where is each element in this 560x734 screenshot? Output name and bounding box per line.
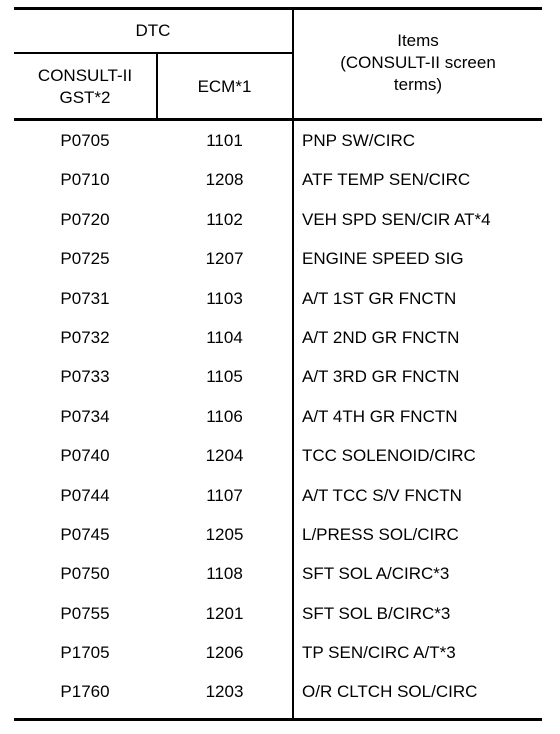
dtc-code: P0755	[60, 603, 110, 623]
dtc-code: P0734	[60, 406, 110, 426]
header-items-line2: (CONSULT-II screen	[340, 53, 496, 72]
table-row	[14, 595, 542, 634]
table-row	[14, 240, 542, 279]
dtc-code: P0745	[60, 524, 110, 544]
ecm-code: 1203	[205, 682, 244, 702]
ecm-code: 1105	[206, 367, 243, 387]
dtc-code: P0744	[60, 485, 110, 505]
header-bottom-rule	[14, 118, 542, 121]
dtc-code: P0740	[60, 446, 110, 466]
table-row	[14, 634, 542, 673]
item-term: PNP SW/CIRC	[302, 131, 416, 150]
table-row	[14, 437, 542, 476]
table-row	[14, 477, 542, 516]
item-term: TCC SOLENOID/CIRC	[302, 446, 476, 466]
item-term: SFT SOL A/CIRC*3	[302, 564, 450, 584]
header-items	[294, 30, 542, 96]
item-term: O/R CLTCH SOL/CIRC	[302, 682, 478, 702]
dtc-code: P0720	[60, 209, 110, 229]
item-term: VEH SPD SEN/CIR AT*4	[302, 209, 491, 229]
header-consult-line2: GST*2	[59, 88, 111, 107]
item-term: A/T 3RD GR FNCTN	[302, 367, 460, 387]
dtc-code: P0725	[60, 249, 110, 269]
ecm-code: 1207	[205, 249, 244, 269]
item-term: A/T TCC S/V FNCTN	[302, 485, 462, 505]
dtc-code: P0705	[60, 131, 110, 150]
dtc-code: P1760	[60, 682, 110, 702]
header-ecm: ECM*1	[197, 77, 252, 96]
item-term: ENGINE SPEED SIG	[302, 249, 464, 269]
ecm-code: 1208	[205, 170, 244, 190]
item-term: ATF TEMP SEN/CIRC	[302, 170, 471, 190]
table-row	[14, 516, 542, 555]
table-top-rule	[14, 7, 542, 10]
ecm-code: 1107	[206, 485, 243, 505]
ecm-code: 1102	[206, 209, 243, 229]
header-consult-line1: CONSULT-II	[37, 66, 133, 85]
ecm-code: 1204	[205, 446, 244, 466]
ecm-code: 1106	[206, 406, 243, 426]
ecm-code: 1108	[206, 564, 243, 584]
dtc-code: P0733	[60, 367, 110, 387]
header-dtc: DTC	[135, 21, 171, 40]
ecm-code: 1201	[205, 603, 244, 623]
header-items-line3: terms)	[393, 75, 443, 94]
ecm-code: 1103	[206, 288, 243, 308]
header-consult	[14, 65, 156, 109]
item-term: A/T 1ST GR FNCTN	[302, 288, 457, 308]
item-term: A/T 4TH GR FNCTN	[302, 406, 458, 426]
ecm-code: 1206	[205, 643, 244, 663]
ecm-code: 1104	[206, 327, 243, 347]
table-row	[14, 673, 542, 712]
dtc-code: P0731	[60, 288, 110, 308]
table-row	[14, 555, 542, 594]
table-row	[14, 201, 542, 240]
table-row	[14, 319, 542, 358]
ecm-code: 1205	[205, 524, 244, 544]
table-row	[14, 280, 542, 319]
item-term: SFT SOL B/CIRC*3	[302, 603, 451, 623]
ecm-code: 1101	[206, 131, 243, 150]
table-row	[14, 161, 542, 200]
item-term: TP SEN/CIRC A/T*3	[302, 643, 456, 663]
header-items-line1: Items	[397, 31, 439, 50]
dtc-code: P1705	[60, 643, 110, 663]
dtc-code: P0750	[60, 564, 110, 584]
table-body	[14, 122, 542, 713]
table-row	[14, 122, 542, 161]
item-term: A/T 2ND GR FNCTN	[302, 327, 460, 347]
table-bottom-rule	[14, 718, 542, 721]
item-term: L/PRESS SOL/CIRC	[302, 524, 459, 544]
dtc-code: P0732	[60, 327, 110, 347]
dtc-header-divider	[14, 52, 293, 54]
table-row	[14, 398, 542, 437]
table-row	[14, 358, 542, 397]
dtc-code: P0710	[60, 170, 110, 190]
